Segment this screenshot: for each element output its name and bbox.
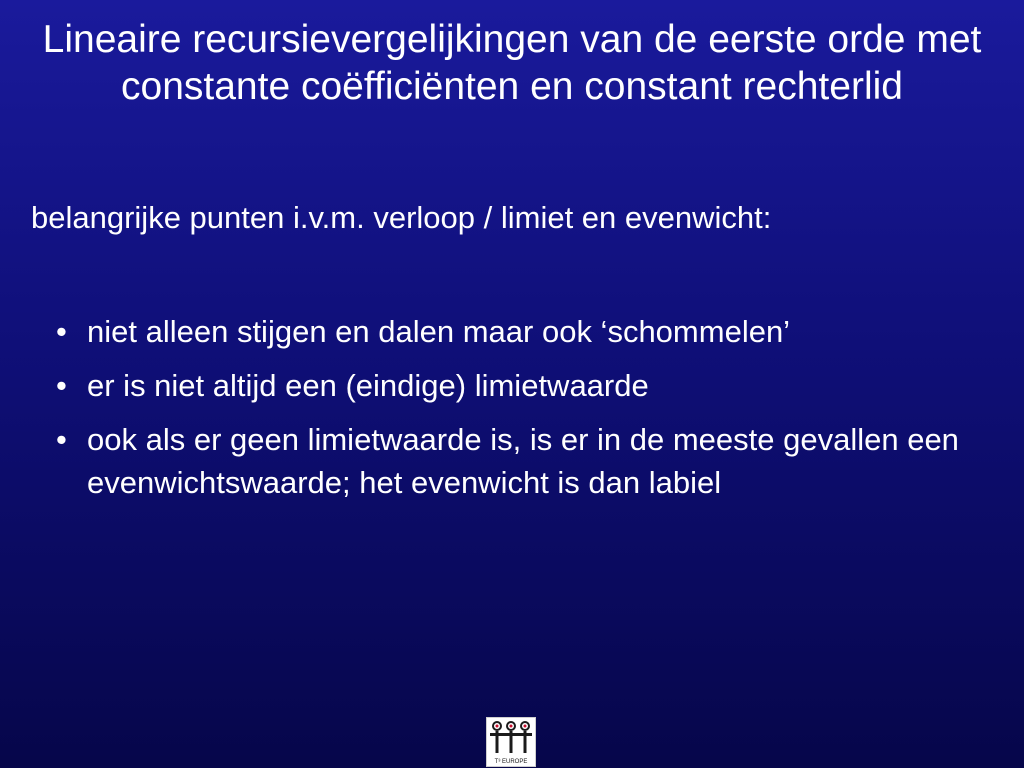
logo-text: T³ EUROPE (494, 759, 528, 765)
bullet-text-3: ook als er geen limietwaarde is, is er in de meeste gevallen een evenwichtswaarde; het evenwicht is dan labiel (87, 422, 959, 500)
bullet-item-1 (56, 310, 1006, 353)
slide-subtitle: belangrijke punten i.v.m. verloop / limiet en evenwicht: (31, 200, 772, 235)
three-figures-logo-icon (486, 717, 536, 767)
bullet-dot-icon: • (56, 368, 67, 403)
logo-graphic (487, 718, 535, 766)
bullet-item-2 (56, 364, 1006, 407)
bullet-list (56, 310, 1006, 515)
bullet-dot-icon: • (56, 314, 67, 349)
slide-title: Lineaire recursievergelijkingen van de eerste orde met constante coëfficiënten en constant rechterlid (42, 18, 982, 108)
bullet-item-3 (56, 418, 1006, 504)
bullet-text-2: er is niet altijd een (eindige) limietwaarde (87, 368, 649, 403)
bullet-text-1: niet alleen stijgen en dalen maar ook ‘schommelen’ (87, 314, 791, 349)
bullet-dot-icon: • (56, 422, 67, 457)
